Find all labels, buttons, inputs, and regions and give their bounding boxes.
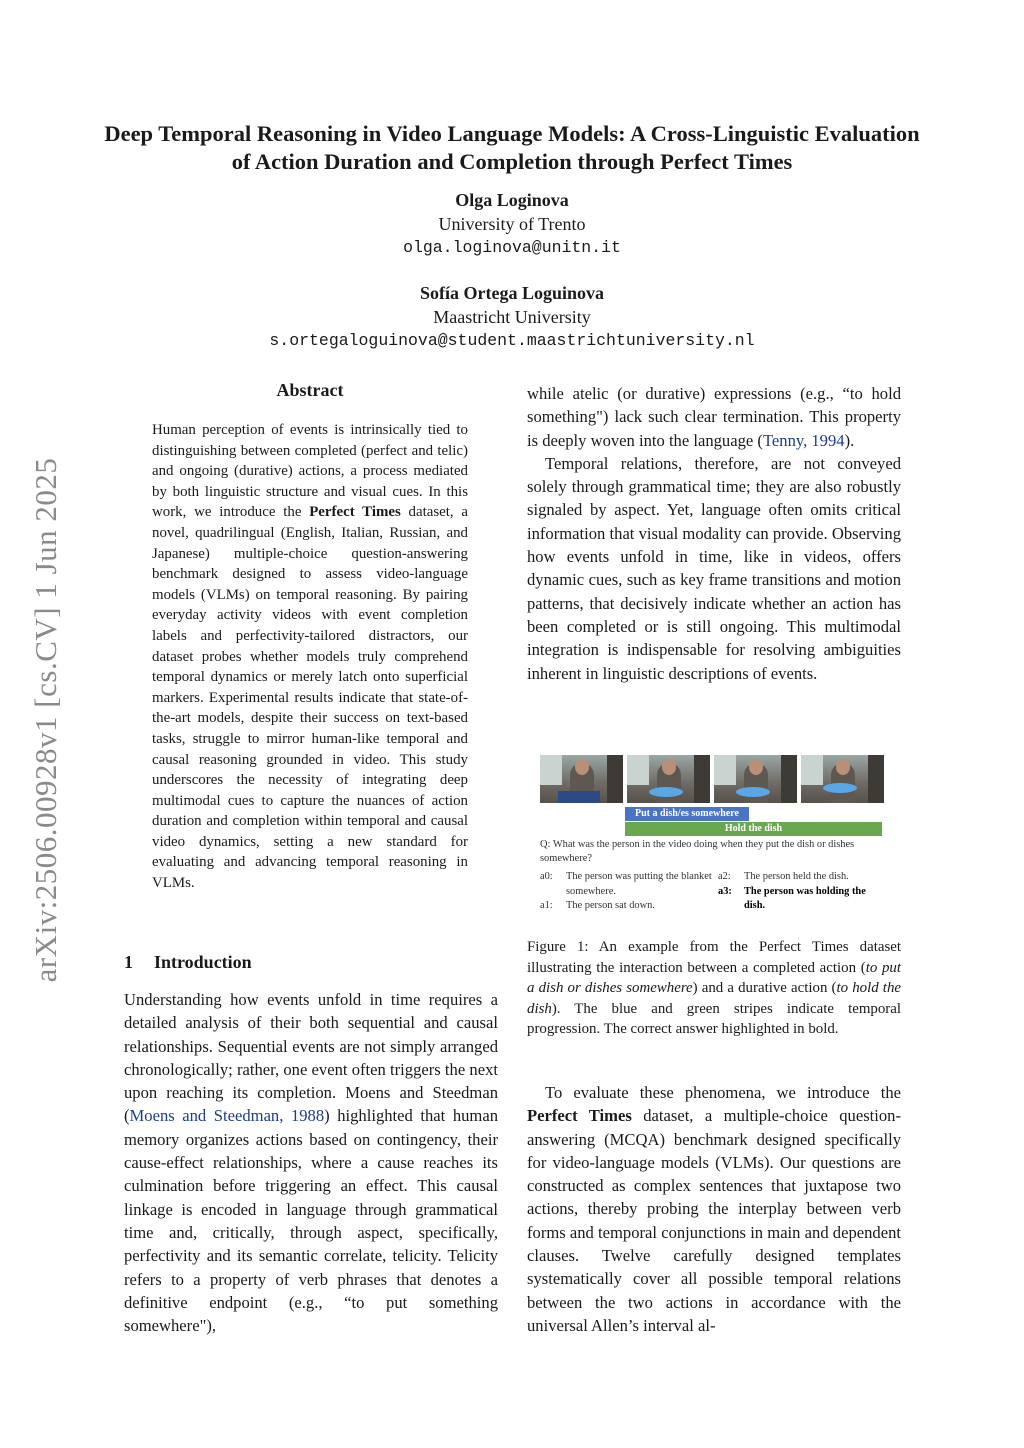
caption-italic: to hold the dish [527, 980, 901, 1017]
citation-link[interactable]: Moens and Steedman, 1988 [129, 1106, 325, 1126]
video-frames [540, 755, 884, 803]
figure-caption [527, 937, 901, 1040]
correct-answer-option [718, 885, 884, 914]
question-text: What was the person in the video doing when they put the dish or dishes somewhere? [540, 839, 855, 864]
answer-text: The person was putting the blanket somewhere. [566, 871, 712, 897]
intro-paragraph [124, 988, 498, 1337]
video-frame [801, 755, 884, 803]
answer-label: a2: [718, 871, 731, 882]
paper-title: Deep Temporal Reasoning in Video Language Models: A Cross-Linguistic Evaluation of Action Duration and Completion through Perfect Times [104, 121, 920, 174]
body-paragraph [527, 382, 901, 452]
author-block-2 [100, 281, 924, 353]
body-paragraph: Temporal relations, therefore, are not conveyed solely through grammatical time; they are also robustly signaled by aspect. Yet, language often omits critical information that visual modality can provide. Observing how events unfold in time, like in videos, offers dynamic cues, such as key frame transitions and motion patterns, that decisively indicate whether an action has been completed or is still ongoing. This multimodal integration is indispensable for resolving ambiguities inherent in linguistic descriptions of events. [527, 453, 901, 683]
paragraph-text: while atelic (or durative) expressions (e.g., “to hold something") lack such clear termination. This property is deeply woven into the language ( [527, 384, 901, 450]
durative-action-stripe: Hold the dish [625, 822, 882, 836]
author-affiliation: University of Trento [438, 214, 586, 234]
paragraph-text: To evaluate these phenomena, we introduce the [545, 1083, 901, 1102]
answer-option [540, 899, 718, 914]
arxiv-sidebar-stamp [20, 420, 72, 1020]
abstract-text: dataset, a novel, quadrilingual (English, Italian, Russian, and Japanese) multiple-choice question-answering benchmark designed to assess video-language models (VLMs) on temporal reasoning. By pairing everyday activity videos with event completion labels and perfectivity-tailored distractors, our dataset probes whether models truly comprehend temporal dynamics or merely latch onto superficial markers. Experimental results indicate that state-of-the-art models, despite their success on text-based tasks, struggle to mirror human-like temporal and causal reasoning grounded in video. This study underscores the necessity of integrating deep multimodal cues to capture the nuances of action duration and completion within temporal and causal video dynamics, setting a new standard for evaluating and advancing temporal reasoning in VLMs. [152, 504, 468, 892]
caption-text: Figure 1: An example from the Perfect Times dataset illustrating the interaction between a completed action ( [527, 939, 901, 976]
body-paragraph [527, 1081, 901, 1337]
figure-question [540, 838, 884, 866]
abstract-dataset-name: Perfect Times [309, 504, 401, 521]
answer-label: a1: [540, 900, 553, 911]
abstract-text: Human perception of events is intrinsically tied to distinguishing between completed (perfect and telic) and ongoing (durative) actions, a process mediated by both linguistic structure and visual cues. In this work, we introduce the [152, 422, 468, 521]
answer-label: a0: [540, 871, 553, 882]
answer-option [540, 870, 718, 899]
question-label: Q: [540, 839, 551, 850]
paragraph-text: dataset, a multiple-choice question-answering (MCQA) benchmark designed specifically for video-language models (VLMs). Our questions are constructed as complex sentences that juxtapose two actions, thereby probing the interplay between verb forms and temporal conjunctions in main and dependent clauses. Twelve carefully designed templates systematically cover all possible temporal relations between the two actions in accordance with the universal Allen’s interval al- [527, 1106, 901, 1335]
video-frame [714, 755, 797, 803]
right-column-top [527, 382, 901, 685]
author-block-1 [100, 188, 924, 260]
answers-left [540, 870, 718, 914]
paragraph-text: Understanding how events unfold in time requires a detailed analysis of their both sequential and causal relationships. Sequential events are not simply arranged chronologically; rather, one event often triggers the next upon reaching its completion. Moens and Steedman ( [124, 990, 498, 1126]
section-title: Introduction [154, 952, 252, 972]
paragraph-text: ). [844, 430, 855, 450]
author-name: Sofía Ortega Loguinova [419, 283, 604, 303]
answer-text: The person was holding the dish. [744, 885, 866, 911]
paragraph-text: ) highlighted that human memory organizes actions based on contingency, their cause-effect relationships, where a cause reaches its culmination before triggering an effect. This causal linkage is encoded in language through grammatical time and, critically, through aspect, specifically, perfectivity and its semantic correlate, telicity. Telicity refers to a property of verb phrases that denotes a definitive endpoint (e.g., “to put something somewhere"), [124, 1106, 498, 1336]
answer-text: The person sat down. [566, 900, 655, 911]
left-column [124, 988, 498, 1337]
abstract-body [152, 420, 468, 894]
dataset-name: Perfect Times [527, 1106, 632, 1126]
arxiv-identifier: arXiv:2506.00928v1 [cs.CV] 1 Jun 2025 [28, 457, 63, 983]
answers-right [718, 870, 884, 914]
answer-label: a3: [718, 885, 732, 897]
right-column-bottom [527, 1081, 901, 1337]
section-heading-introduction [124, 952, 252, 973]
caption-text: ). The blue and green stripes indicate temporal progression. The correct answer highlighted in bold. [527, 1000, 901, 1038]
video-frame [627, 755, 710, 803]
completed-action-stripe: Put a dish/es somewhere [625, 807, 749, 821]
author-name: Olga Loginova [455, 190, 569, 210]
author-affiliation: Maastricht University [433, 307, 591, 327]
author-email[interactable]: s.ortegaloguinova@student.maastrichtuniversity.nl [269, 331, 755, 350]
video-frame [540, 755, 623, 803]
answer-text: The person held the dish. [744, 871, 849, 882]
answer-option [718, 870, 884, 885]
section-number: 1 [124, 952, 133, 972]
citation-link[interactable]: Tenny, 1994 [762, 430, 845, 450]
caption-text: ) and a durative action ( [692, 980, 837, 997]
caption-italic: to put a dish or dishes somewhere [527, 959, 901, 997]
figure-1 [540, 755, 884, 921]
author-email[interactable]: olga.loginova@unitn.it [403, 238, 621, 257]
abstract-heading: Abstract [276, 380, 344, 400]
